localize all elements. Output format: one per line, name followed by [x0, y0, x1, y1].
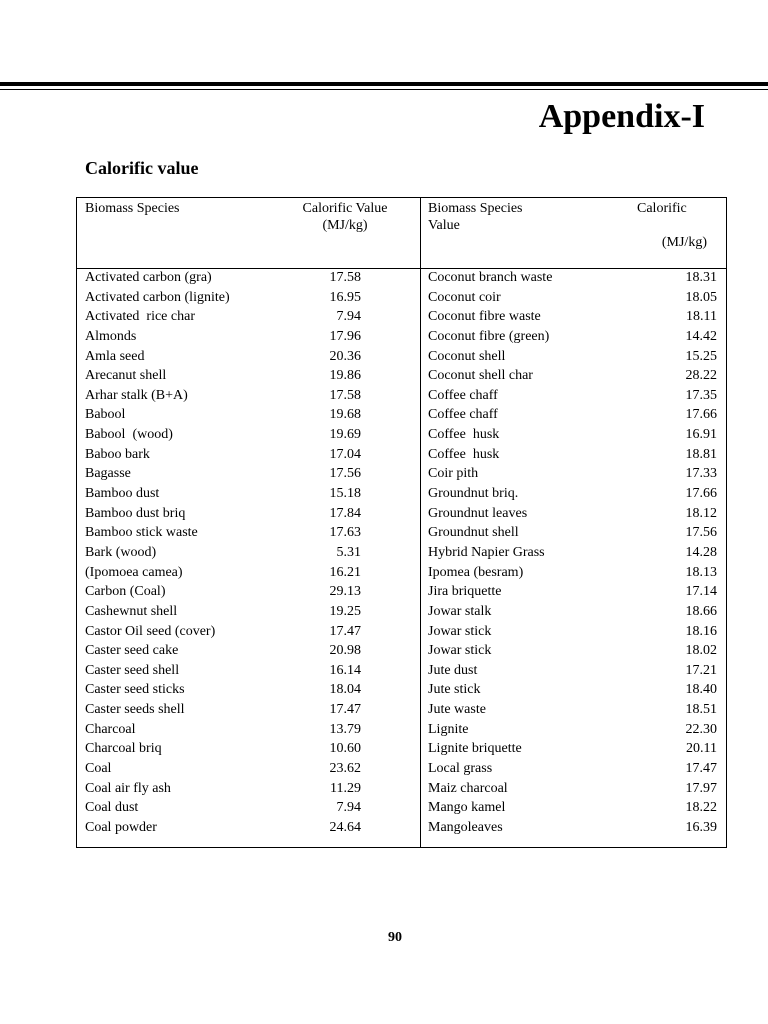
right-value-cell: 16.91: [685, 427, 717, 443]
left-value-cell: 19.86: [329, 368, 361, 384]
right-species-cell: Hybrid Napier Grass: [428, 544, 545, 560]
calorific-value-table: [76, 197, 727, 848]
right-value-cell: 17.35: [685, 387, 717, 403]
left-value-cell: 7.94: [336, 800, 361, 816]
right-value-cell: 18.66: [685, 603, 717, 619]
left-value-cell: 17.47: [329, 623, 361, 639]
right-species-cell: Ipomea (besram): [428, 564, 524, 580]
left-species-cell: Caster seed sticks: [85, 682, 185, 698]
left-species-cell: Charcoal: [85, 721, 136, 737]
right-species-cell: Groundnut shell: [428, 525, 519, 541]
right-value-cell: 18.11: [686, 309, 717, 325]
left-species-cell: Coal powder: [85, 819, 157, 835]
right-value-cell: 18.31: [685, 270, 717, 285]
right-value-cell: 20.11: [686, 741, 717, 757]
right-species-cell: Coconut shell: [428, 348, 506, 364]
right-value-cell: 22.30: [685, 721, 717, 737]
left-value-cell: 7.94: [336, 309, 361, 325]
right-value-cell: 18.40: [685, 682, 717, 698]
left-value-cell: 18.04: [329, 682, 361, 698]
header-right-value: [637, 200, 707, 251]
left-species-cell: Arhar stalk (B+A): [85, 387, 188, 403]
right-species-cell: Jowar stalk: [428, 603, 492, 619]
left-species-cell: Amla seed: [85, 348, 145, 364]
left-value-cell: 24.64: [329, 819, 361, 835]
right-species-cell: Local grass: [428, 761, 493, 777]
right-value-cell: 15.25: [685, 348, 717, 364]
right-species-cell: Coconut fibre (green): [428, 328, 550, 344]
left-value-cell: 20.98: [329, 643, 361, 659]
right-species-cell: Coconut coir: [428, 289, 501, 305]
left-value-cell: 23.62: [329, 761, 361, 777]
left-value-cell: 17.84: [329, 505, 361, 521]
right-species-cell: Jira briquette: [428, 584, 502, 600]
left-value-cell: 16.14: [329, 662, 361, 678]
right-species-cell: Jute dust: [428, 662, 478, 678]
right-value-cell: 18.22: [685, 800, 717, 816]
right-species-cell: Coconut fibre waste: [428, 309, 541, 325]
right-value-cell: 18.81: [685, 446, 717, 462]
right-species-cell: Coffee husk: [428, 446, 500, 462]
header-rule-thick: [0, 82, 768, 86]
left-value-cell: 17.58: [329, 270, 361, 285]
header-left-species: Biomass Species: [85, 201, 180, 216]
left-species-cell: Baboo bark: [85, 446, 150, 462]
header-left-value: [295, 200, 395, 234]
right-species-cell: Lignite: [428, 721, 469, 737]
right-value-cell: 17.21: [685, 662, 717, 678]
right-species-cell: Groundnut leaves: [428, 505, 528, 521]
left-value-cell: 19.69: [329, 427, 361, 443]
table-row: [77, 779, 726, 799]
right-value-cell: 17.56: [685, 525, 717, 541]
left-species-cell: Cashewnut shell: [85, 603, 178, 619]
header-right-species-line2: Value: [428, 218, 460, 233]
left-value-cell: 5.31: [336, 544, 361, 560]
left-value-cell: 10.60: [329, 741, 361, 757]
right-value-cell: 28.22: [685, 368, 717, 384]
left-value-cell: 29.13: [329, 584, 361, 600]
left-species-cell: Coal air fly ash: [85, 780, 171, 796]
left-value-cell: 16.95: [329, 289, 361, 305]
header-right-value-line1: Calorific: [637, 201, 687, 216]
right-value-cell: 17.47: [685, 761, 717, 777]
left-value-cell: 17.63: [329, 525, 361, 541]
header-right-value-line2: (MJ/kg): [661, 235, 707, 250]
right-value-cell: 18.02: [685, 643, 717, 659]
left-species-cell: Activated carbon (lignite): [85, 289, 230, 305]
left-species-cell: Activated rice char: [85, 309, 195, 325]
left-species-cell: (Ipomoea camea): [85, 564, 183, 580]
left-value-cell: 19.68: [329, 407, 361, 423]
table-row: [77, 268, 726, 288]
right-value-cell: 18.13: [685, 564, 717, 580]
left-value-cell: 17.47: [329, 702, 361, 718]
table-body: [77, 268, 726, 838]
right-value-cell: 18.05: [685, 289, 717, 305]
left-species-cell: Coal dust: [85, 800, 139, 816]
left-value-cell: 15.18: [329, 486, 361, 502]
table-row: [77, 661, 726, 681]
table-row: [77, 759, 726, 779]
right-value-cell: 17.97: [685, 780, 717, 796]
right-value-cell: 17.66: [685, 486, 717, 502]
right-species-cell: Coconut branch waste: [428, 270, 553, 285]
right-species-cell: Jowar stick: [428, 623, 492, 639]
left-species-cell: Castor Oil seed (cover): [85, 623, 216, 639]
table-row: [77, 288, 726, 308]
table-row: [77, 720, 726, 740]
left-species-cell: Bark (wood): [85, 544, 157, 560]
table-row: [77, 484, 726, 504]
left-species-cell: Almonds: [85, 328, 137, 344]
left-value-cell: 17.58: [329, 387, 361, 403]
table-row: [77, 602, 726, 622]
table-row: [77, 464, 726, 484]
header-rule-thin: [0, 89, 768, 90]
right-species-cell: Mango kamel: [428, 800, 506, 816]
table-row: [77, 680, 726, 700]
table-row: [77, 347, 726, 367]
table-row: [77, 445, 726, 465]
right-species-cell: Groundnut briq.: [428, 486, 519, 502]
left-species-cell: Babool: [85, 407, 126, 423]
table-row: [77, 307, 726, 327]
right-species-cell: Coir pith: [428, 466, 479, 482]
table-row: [77, 543, 726, 563]
left-species-cell: Arecanut shell: [85, 368, 167, 384]
page-number: 90: [388, 930, 402, 945]
left-species-cell: Bamboo dust briq: [85, 505, 186, 521]
table-row: [77, 327, 726, 347]
table-row: [77, 798, 726, 818]
table-row: [77, 641, 726, 661]
right-value-cell: 14.28: [685, 544, 717, 560]
header-right-species: [428, 200, 538, 234]
left-value-cell: 11.29: [330, 780, 361, 796]
appendix-title: Appendix-I: [538, 98, 705, 135]
left-value-cell: 16.21: [329, 564, 361, 580]
right-species-cell: Lignite briquette: [428, 741, 522, 757]
table-row: [77, 425, 726, 445]
right-species-cell: Coffee husk: [428, 427, 500, 443]
right-species-cell: Jute waste: [428, 702, 486, 718]
table-row: [77, 504, 726, 524]
table-row: [77, 563, 726, 583]
right-species-cell: Maiz charcoal: [428, 780, 508, 796]
left-species-cell: Activated carbon (gra): [85, 270, 212, 285]
left-species-cell: Caster seed shell: [85, 662, 180, 678]
right-value-cell: 16.39: [685, 819, 717, 835]
left-value-cell: 17.04: [329, 446, 361, 462]
right-value-cell: 17.33: [685, 466, 717, 482]
left-species-cell: Charcoal briq: [85, 741, 162, 757]
right-value-cell: 17.66: [685, 407, 717, 423]
table-row: [77, 366, 726, 386]
left-value-cell: 17.96: [329, 328, 361, 344]
table-row: [77, 582, 726, 602]
right-species-cell: Mangoleaves: [428, 819, 503, 835]
left-value-cell: 17.56: [329, 466, 361, 482]
left-value-cell: 19.25: [329, 603, 361, 619]
left-species-cell: Carbon (Coal): [85, 584, 166, 600]
left-species-cell: Babool (wood): [85, 427, 173, 443]
right-species-cell: Coffee chaff: [428, 407, 498, 423]
section-title: Calorific value: [85, 158, 199, 178]
table-row: [77, 739, 726, 759]
right-species-cell: Jowar stick: [428, 643, 492, 659]
left-value-cell: 20.36: [329, 348, 361, 364]
right-value-cell: 17.14: [685, 584, 717, 600]
right-species-cell: Coffee chaff: [428, 387, 498, 403]
header-left-value-line1: Calorific Value: [302, 201, 388, 216]
right-value-cell: 18.16: [685, 623, 717, 639]
right-species-cell: Jute stick: [428, 682, 481, 698]
left-species-cell: Caster seeds shell: [85, 702, 185, 718]
right-value-cell: 14.42: [685, 328, 717, 344]
left-species-cell: Bamboo stick waste: [85, 525, 198, 541]
right-value-cell: 18.12: [685, 505, 717, 521]
table-row: [77, 386, 726, 406]
table-row: [77, 622, 726, 642]
left-value-cell: 13.79: [329, 721, 361, 737]
table-row: [77, 700, 726, 720]
right-value-cell: 18.51: [685, 702, 717, 718]
left-species-cell: Coal: [85, 761, 112, 777]
header-left-value-line2: (MJ/kg): [322, 218, 368, 233]
left-species-cell: Bagasse: [85, 466, 131, 482]
right-species-cell: Coconut shell char: [428, 368, 533, 384]
table-row: [77, 818, 726, 838]
left-species-cell: Caster seed cake: [85, 643, 179, 659]
table-row: [77, 523, 726, 543]
header-right-species-line1: Biomass Species: [428, 201, 523, 216]
table-row: [77, 405, 726, 425]
left-species-cell: Bamboo dust: [85, 486, 160, 502]
